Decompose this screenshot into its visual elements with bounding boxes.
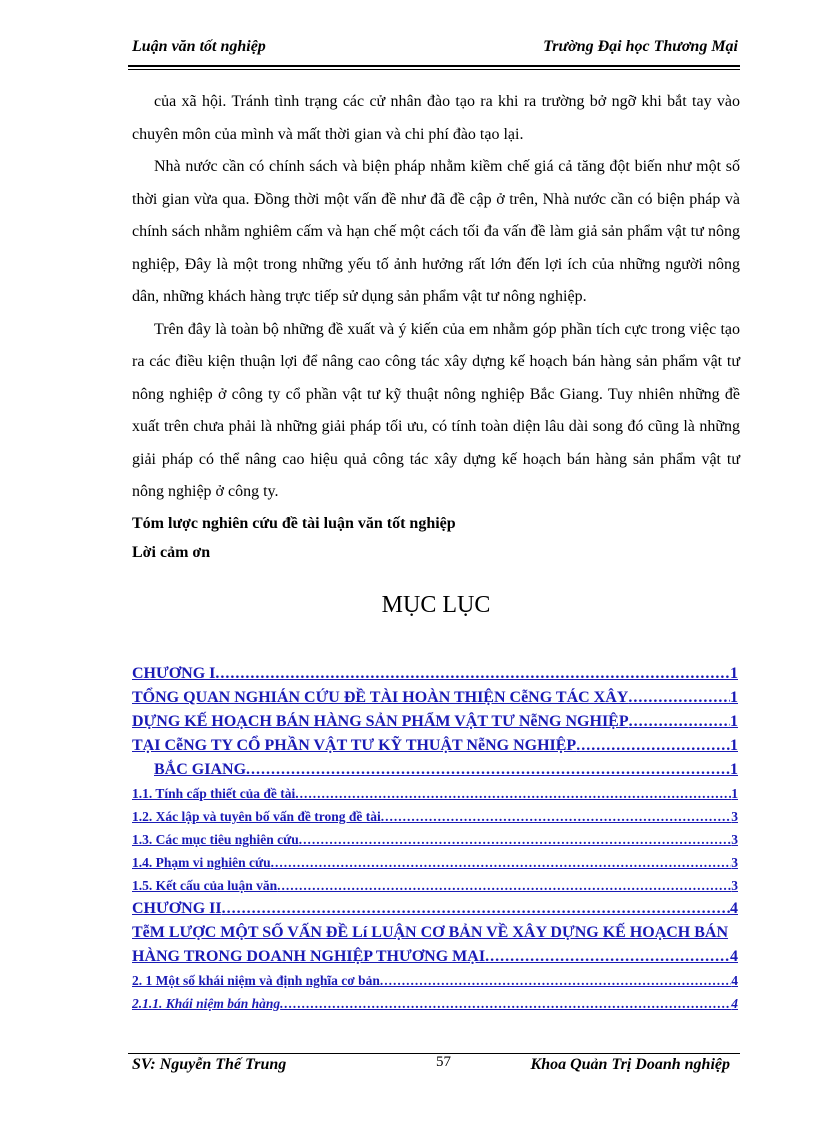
toc-entry-tai-cong-ty[interactable]: [132, 734, 738, 758]
toc-leader: [246, 758, 730, 782]
toc-leader: [485, 945, 730, 969]
body-text: [132, 86, 740, 567]
toc-leader: [295, 782, 731, 805]
toc-page: 1: [731, 786, 738, 801]
table-of-contents: [132, 662, 738, 1015]
toc-entry-text: DỰNG KẾ HOẠCH BÁN HÀNG SẢN PHẨM VẬT TƯ NễNG NGHIỆP: [132, 713, 629, 730]
paragraph-3-text: Trên đây là toàn bộ những đề xuất và ý kiến của em nhằm góp phần tích cực trong việc tạo ra các điều kiện thuận lợi để nâng cao công tác xây dựng kế hoạch bán hàng sản phẩm vật tư nông nghiệp ở công ty cổ phần vật tư kỹ thuật nông nghiệp Bắc Giang. Tuy nhiên những đề xuất trên chưa phải là những giải pháp tối ưu, có tính toàn diện lâu dài song đó cũng là những giải pháp có thể nâng cao hiệu quả công tác xây dựng kế hoạch bán hàng sản phẩm vật tư nông nghiệp ở công ty.: [132, 320, 740, 500]
header-left: Luận văn tốt nghiệp: [132, 38, 266, 55]
toc-entry-1-4[interactable]: [132, 851, 738, 874]
paragraph-1: [132, 86, 740, 151]
toc-entry-text: 1.4. Phạm vi nghiên cứu: [132, 855, 271, 870]
summary-heading: Tóm lược nghiên cứu đề tài luận văn tốt nghiệp: [132, 514, 456, 532]
paragraph-1-text: của xã hội. Tránh tình trạng các cử nhân đào tạo ra khi ra trường bở ngỡ khi bắt tay vào chuyên môn của mình và mất thời gian và chi phí đào tạo lại.: [132, 93, 740, 143]
toc-entry-1-1[interactable]: [132, 782, 738, 805]
page-header: [132, 38, 738, 66]
toc-page: 3: [731, 878, 738, 893]
toc-entry-2-1[interactable]: [132, 969, 738, 992]
toc-entry-text: TễM LƯỢC MỘT SỐ VẤN ĐỀ Lí LUẬN CƠ BẢN VỀ XÂY DỰNG KẾ HOẠCH BÁN: [132, 924, 729, 941]
toc-leader: [576, 734, 730, 758]
toc-entry-hang-trong-dn[interactable]: [132, 945, 738, 969]
paragraph-3: [132, 314, 740, 509]
toc-entry-1-3[interactable]: [132, 828, 738, 851]
header-rule-thin: [128, 69, 740, 70]
toc-leader: [222, 897, 730, 921]
header-right: Trường Đại học Thương Mại: [543, 38, 738, 55]
toc-entry-tong-quan[interactable]: [132, 686, 738, 710]
footer-faculty: Khoa Quản Trị Doanh nghiệp: [530, 1056, 730, 1073]
toc-entry-text: 1.5. Kết cấu của luận văn: [132, 878, 278, 893]
toc-page: 1: [730, 665, 738, 682]
toc-entry-text: 1.3. Các mục tiêu nghiên cứu: [132, 832, 299, 847]
toc-page: 1: [730, 737, 738, 754]
toc-entry-dung-ke-hoach[interactable]: [132, 710, 738, 734]
toc-entry-tom-luoc[interactable]: [132, 921, 738, 945]
toc-page: 4: [731, 996, 738, 1011]
toc-page: 3: [731, 809, 738, 824]
toc-leader: [380, 969, 731, 992]
toc-page: 3: [731, 832, 738, 847]
toc-leader: [381, 805, 731, 828]
toc-entry-text: 1.2. Xác lập và tuyên bố vấn đề trong đề tài: [132, 809, 381, 824]
paragraph-2: [132, 151, 740, 314]
toc-title: MỤC LỤC: [381, 592, 491, 618]
toc-leader: [277, 874, 731, 897]
toc-entry-1-2[interactable]: [132, 805, 738, 828]
toc-entry-1-5[interactable]: [132, 874, 738, 897]
toc-entry-text: HÀNG TRONG DOANH NGHIỆP THƯƠNG MẠI: [132, 948, 486, 965]
toc-entry-text: TẠI CễNG TY CỔ PHẦN VẬT TƯ KỸ THUẬT NễNG NGHIỆP: [132, 737, 577, 754]
toc-leader: [628, 686, 730, 710]
footer-author: SV: Nguyễn Thế Trung: [132, 1056, 287, 1073]
toc-entry-text: CHƯƠNG I: [132, 665, 216, 682]
footer-rule: [128, 1053, 740, 1054]
toc-leader: [271, 851, 732, 874]
toc-leader: [280, 992, 731, 1015]
toc-page: 1: [730, 689, 738, 706]
toc-entry-chuong-2[interactable]: [132, 897, 738, 921]
toc-page: 1: [730, 713, 738, 730]
toc-page: 3: [731, 855, 738, 870]
paragraph-2-text: Nhà nước cần có chính sách và biện pháp nhằm kiềm chế giá cả tăng đột biến như một số thời gian vừa qua. Đồng thời một vấn đề như đã đề cập ở trên, Nhà nước cần có biện pháp và chính sách nhằm nghiêm cấm và hạn chế một cách tối đa vấn đề làm giả sản phẩm vật tư nông nghiệp, Đây là một trong những yếu tố ảnh hưởng rất lớn đến lợi ích của những người nông dân, những khách hàng trực tiếp sử dụng sản phẩm vật tư nông nghiệp.: [132, 158, 740, 305]
toc-leader: [299, 828, 732, 851]
toc-entry-text: 2.1.1. Khái niệm bán hàng: [132, 996, 281, 1011]
toc-page: 4: [731, 973, 738, 988]
toc-page: 4: [730, 900, 738, 917]
toc-entry-text: CHƯƠNG II: [132, 900, 222, 917]
toc-entry-2-1-1[interactable]: [132, 992, 738, 1015]
page-number: 57: [436, 1054, 451, 1070]
toc-page: 1: [730, 761, 738, 778]
toc-page: 4: [730, 948, 738, 965]
toc-entry-text: 1.1. Tính cấp thiết của đề tài: [132, 786, 296, 801]
toc-leader: [629, 710, 730, 734]
toc-entry-text: 2. 1 Một số khái niệm và định nghĩa cơ bản: [132, 973, 380, 988]
toc-entry-bac-giang[interactable]: [132, 758, 738, 782]
toc-entry-text: TỔNG QUAN NGHIÁN CỨU ĐỀ TÀI HOÀN THIỆN CễNG TÁC XÂY: [132, 689, 629, 706]
toc-entry-text: BẮC GIANG: [154, 761, 247, 778]
thanks-heading: Lời cảm ơn: [132, 543, 211, 561]
toc-entry-chuong-1[interactable]: [132, 662, 738, 686]
toc-leader: [215, 662, 730, 686]
header-rule: [128, 65, 740, 67]
